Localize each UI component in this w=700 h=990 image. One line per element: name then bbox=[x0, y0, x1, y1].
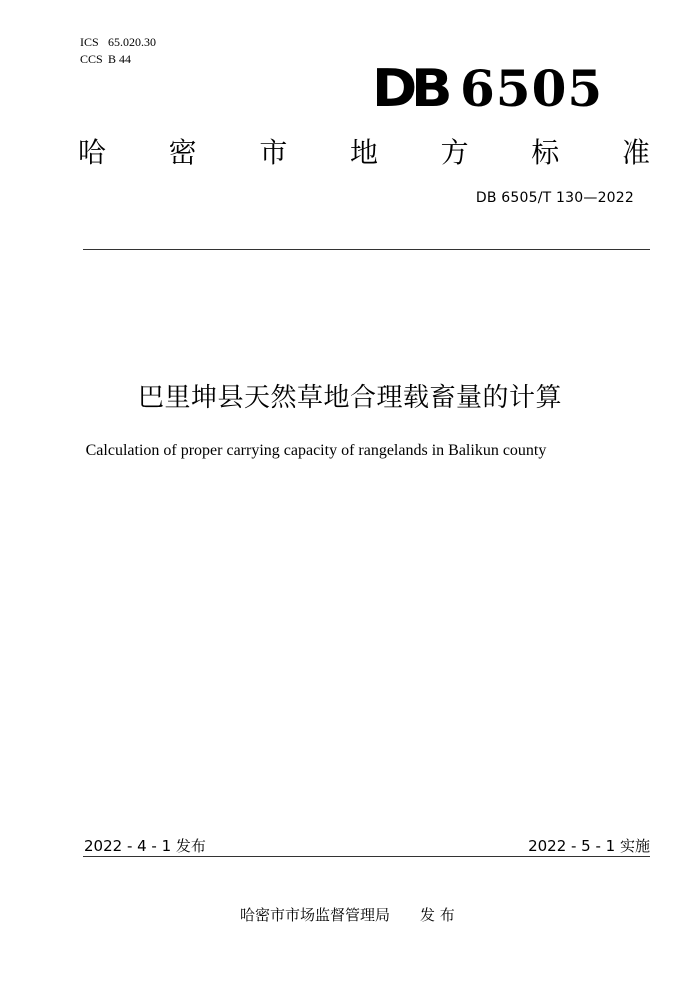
standard-type-char: 标 bbox=[531, 136, 560, 169]
publisher-name: 哈密市市场监督管理局 bbox=[240, 906, 391, 924]
db-logo-prefix: DB bbox=[372, 59, 447, 119]
standard-type-char: 密 bbox=[168, 136, 197, 169]
bottom-divider bbox=[83, 856, 650, 857]
implementation-date: 2022 - 5 - 1 实施 bbox=[528, 837, 650, 855]
ics-line bbox=[80, 34, 156, 51]
top-divider bbox=[83, 249, 650, 250]
classification-codes bbox=[80, 34, 156, 68]
ccs-label: CCS bbox=[80, 52, 103, 66]
document-title-chinese: 巴里坤县天然草地合理载畜量的计算 bbox=[137, 383, 562, 413]
standard-type-heading bbox=[78, 136, 650, 170]
publish-action: 发 布 bbox=[420, 906, 455, 924]
standard-type-char: 方 bbox=[440, 136, 469, 169]
standard-type-char: 地 bbox=[349, 136, 378, 169]
db-logo-code: 6505 bbox=[460, 59, 604, 118]
publisher-line bbox=[240, 904, 455, 925]
standard-type-char: 哈 bbox=[78, 136, 107, 169]
standard-type-char: 市 bbox=[259, 136, 288, 169]
document-title-english: Calculation of proper carrying capacity of rangelands in Balikun county bbox=[85, 442, 547, 459]
ccs-line bbox=[80, 51, 156, 68]
ics-code: 65.020.30 bbox=[108, 35, 156, 49]
ics-label: ICS bbox=[80, 35, 99, 49]
db-logo bbox=[372, 59, 612, 119]
standard-number: DB 6505/T 130—2022 bbox=[475, 190, 634, 206]
standard-type-char: 准 bbox=[621, 136, 650, 169]
ccs-code: B 44 bbox=[108, 52, 132, 66]
issue-date: 2022 - 4 - 1 发布 bbox=[84, 837, 206, 855]
